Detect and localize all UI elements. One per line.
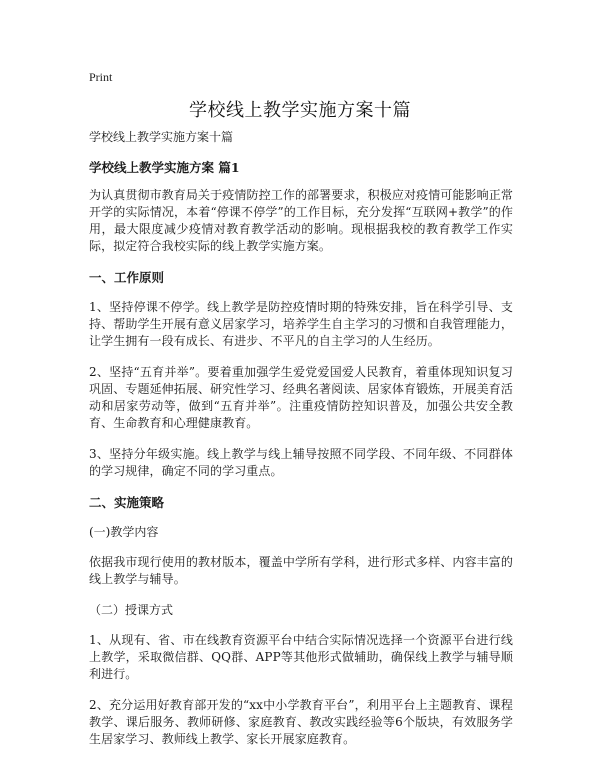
article-title: 学校线上教学实施方案 篇1 <box>89 160 240 175</box>
subsection-heading-method: （二）授课方式 <box>89 603 174 617</box>
subsection-heading-content: (一)教学内容 <box>89 525 159 539</box>
method-item: 2、充分运用好教育部开发的“xx中小学教育平台”，利用平台上主题教育、课程教学、课后服务、教师研修、家庭教育、教改实践经验等6个版块，有效服务学生居家学习、教师线上教学、家长开展家庭教育。 <box>89 698 513 746</box>
intro-paragraph: 为认真贯彻市教育局关于疫情防控工作的部署要求，积极应对疫情可能影响正常开学的实际情况，本着“停课不停学”的工作目标，充分发挥“互联网+教学”的作用，最大限度减少疫情对教育教学活动的影响。现根据我校的教育教学工作实际，拟定符合我校实际的线上教学实施方案。 <box>89 188 513 253</box>
principle-item: 3、坚持分年级实施。线上教学与线上辅导按照不同学段、不同年级、不同群体的学习规律，确定不同的学习重点。 <box>89 447 513 478</box>
print-link[interactable]: Print <box>89 70 113 84</box>
principle-item: 2、坚持“五育并举”。要着重加强学生爱党爱国爱人民教育，着重体现知识复习巩固、专题延伸拓展、研究性学习、经典名著阅读、居家体育锻炼，开展美育活动和居家劳动等，做到“五育并举”。注重疫情防控知识普及，加强公共安全教育、生命教育和心理健康教育。 <box>89 365 513 430</box>
teaching-content-paragraph: 依据我市现行使用的教材版本，覆盖中学所有学科，进行形式多样、内容丰富的线上教学与辅导。 <box>89 555 513 586</box>
principle-item: 1、坚持停课不停学。线上教学是防控疫情时期的特殊安排，旨在科学引导、支持、帮助学生开展有意义居家学习，培养学生自主学习的习惯和自我管理能力，让学生拥有一段有成长、有进步、不平凡的自主学习的人生经历。 <box>89 300 513 348</box>
section-heading-strategy: 二、实施策略 <box>89 495 165 510</box>
document-body <box>89 129 513 762</box>
method-item: 1、从现有、省、市在线教育资源平台中结合实际情况选择一个资源平台进行线上教学，采取微信群、QQ群、APP等其他形式做辅助，确保线上教学与辅导顺利进行。 <box>89 633 513 681</box>
document-title: 学校线上教学实施方案十篇 <box>189 100 411 121</box>
document-subtitle: 学校线上教学实施方案十篇 <box>89 130 234 144</box>
section-heading-principles: 一、工作原则 <box>89 270 165 285</box>
